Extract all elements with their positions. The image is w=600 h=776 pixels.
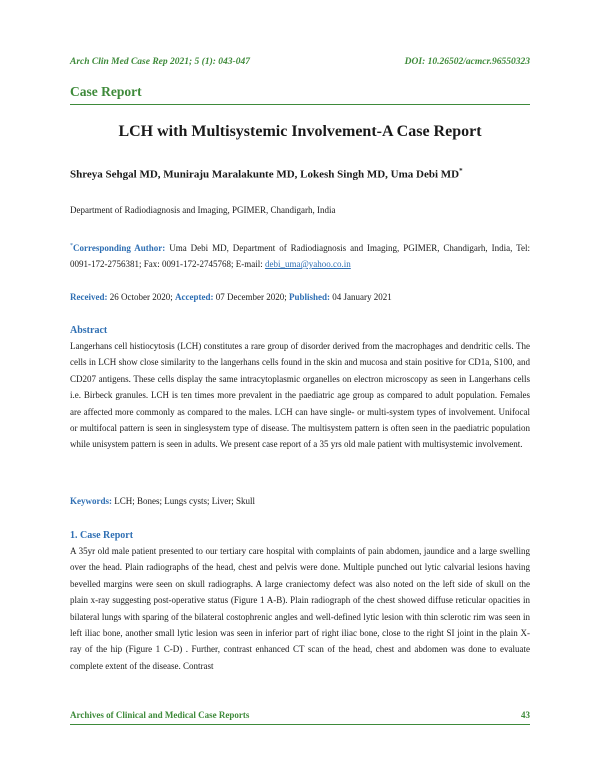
corresponding-mark: * [70, 243, 73, 249]
case-report-heading: 1. Case Report [70, 530, 134, 541]
authors [70, 167, 530, 181]
footer-journal: Archives of Clinical and Medical Case Reports [70, 710, 250, 720]
footer-rule [70, 724, 530, 725]
case-report-text: A 35yr old male patient presented to our tertiary care hospital with complaints of pain abdomen, jaundice and a large swelling over the head. Plain radiographs of the head, chest and pelvis were done. Multiple punched out lytic calvarial lesions having bevelled margins were seen on skull radiographs. A large craniectomy defect was also noted on the left side of skull on the plain x-ray suggesting post-operative status (Figure 1 A-B). Plain radiograph of the chest showed diffuse reticular opacities in bilateral lungs with sparing of the bilateral costophrenic angles and well-defined lytic lesion with thin sclerotic rim was seen in left iliac bone, another small lytic lesion was seen in inferior part of right iliac bone, close to the right SI joint in the plain X-ray of the hip (Figure 1 C-D) . Further, contrast enhanced CT scan of the head, chest and abdomen was done to evaluate complete extent of the disease. Contrast [70, 546, 530, 671]
header-rule [70, 104, 530, 105]
abstract-heading: Abstract [70, 325, 108, 336]
accepted-date: 07 December 2020; [213, 292, 289, 302]
abstract-text: Langerhans cell histiocytosis (LCH) constitutes a rare group of disorder derived from the macrophages and dendritic cells. The cells in LCH show close similarity to the langerhans cells found in the skin and mucosa and stain positive for CD1a, S100, and CD207 antigens. These cells display the same intracytoplasmic organelles on electron microscopy as seen in Langerhans cells i.e. Birbeck granules. LCH is ten times more prevalent in the paediatric age group as compared to adult population. Females are affected more commonly as compared to the males. LCH can have single- or multi-system types of involvement. Unifocal or multifocal pattern is seen in singlesystem type of disease. The multisystem pattern is often seen in the paediatric population while unisystem pattern is seen in adults. We present case report of a 35 yrs old male patient with multisystemic involvement. [70, 341, 530, 450]
accepted-label: Accepted: [174, 292, 214, 302]
article-dates [70, 292, 392, 302]
published-label: Published: [288, 292, 330, 302]
doi: DOI: 10.26502/acmcr.96550323 [404, 57, 530, 67]
received-label: Received: [70, 292, 108, 302]
corresponding-label: Corresponding Author: [73, 243, 166, 253]
received-date: 26 October 2020; [107, 292, 175, 302]
page-number: 43 [521, 710, 530, 720]
corresponding-text: Uma Debi MD, Department of Radiodiagnosis and Imaging, PGIMER, Chandigarh, India, Tel: 0091-172-2756381; Fax: 0091-172-2745768; E-mail: [70, 243, 530, 269]
section-label: Case Report [70, 84, 142, 99]
keywords [70, 496, 255, 506]
corresponding-author [70, 238, 530, 272]
keywords-label: Keywords: [70, 496, 112, 506]
journal-citation: Arch Clin Med Case Rep 2021; 5 (1): 043-047 [70, 57, 250, 67]
published-date: 04 January 2021 [329, 292, 392, 302]
article-title: LCH with Multisystemic Involvement-A Case Report [118, 123, 482, 140]
author-mark: * [459, 167, 463, 175]
affiliation: Department of Radiodiagnosis and Imaging, PGIMER, Chandigarh, India [70, 205, 336, 215]
author-list: Shreya Sehgal MD, Muniraju Maralakunte MD, Lokesh Singh MD, Uma Debi MD [70, 168, 460, 181]
keywords-text: LCH; Bones; Lungs cysts; Liver; Skull [112, 496, 255, 506]
email-link[interactable]: debi_uma@yahoo.co.in [264, 259, 351, 269]
